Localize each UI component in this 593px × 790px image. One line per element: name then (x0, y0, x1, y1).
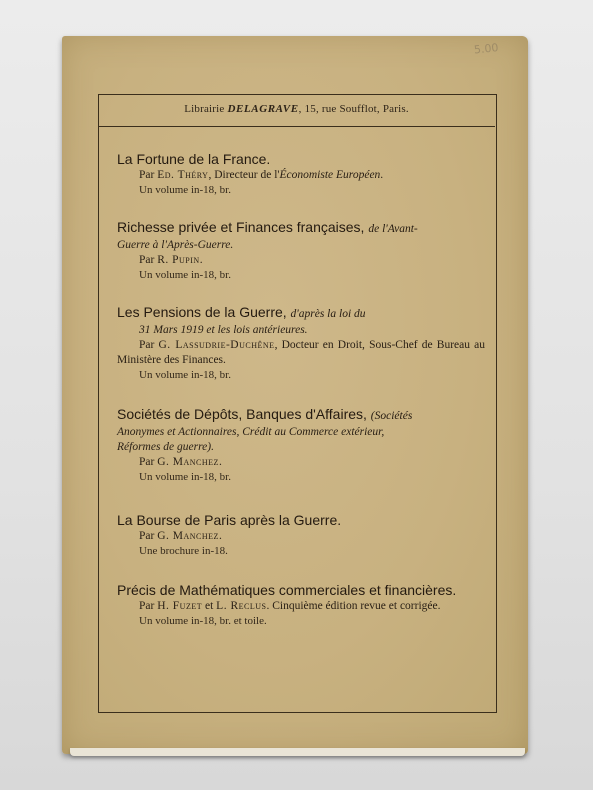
entry-author: H. Fuzet (157, 600, 203, 612)
book-page-edge (70, 748, 525, 756)
entry-title: Sociétés de Dépôts, Banques d'Affaires, (Sociétés (117, 406, 413, 422)
publisher-prefix: Librairie (184, 103, 225, 115)
entry-title: Précis de Mathématiques commerciales et financières. (117, 582, 457, 598)
entry-byline: Par H. Fuzet et L. Reclus. Cinquième édition revue et corrigée. (139, 600, 441, 612)
entry-title: La Bourse de Paris après la Guerre. (117, 512, 342, 528)
entry-subtitle: Anonymes et Actionnaires, Crédit au Commerce extérieur, (117, 426, 385, 438)
book-entry-bourse (117, 511, 485, 559)
entry-format: Un volume in-18, br. et toile. (139, 615, 267, 627)
entry-format: Un volume in-18, br. (139, 369, 231, 381)
entry-format: Un volume in-18, br. (139, 269, 231, 281)
entry-format: Un volume in-18, br. (139, 471, 231, 483)
entry-title: Richesse privée et Finances françaises, de l'Avant- (117, 219, 418, 235)
entry-author: Ed. Théry (157, 169, 209, 181)
entry-author: R. Pupin (157, 254, 200, 266)
entry-format: Une brochure in-18. (139, 545, 228, 557)
entry-byline: Par G. Manchez. (139, 456, 222, 468)
entry-byline: Par R. Pupin. (139, 254, 203, 266)
entry-byline: Par G. Lassudrie-Duchêne, Docteur en Droit, Sous-Chef de Bureau au Ministère des Finances. (117, 339, 486, 366)
entry-subtitle: Réformes de guerre). (117, 441, 214, 453)
entry-subtitle: 31 Mars 1919 et les lois antérieures. (139, 324, 308, 336)
book-entry-societes (117, 405, 485, 485)
book-entry-pensions (117, 303, 485, 383)
book-entry-richesse (117, 218, 485, 283)
entry-author: G. Lassudrie-Duchêne (158, 339, 275, 351)
entry-author: G. Manchez (157, 530, 219, 542)
entry-author-2: L. Reclus (216, 600, 267, 612)
header-divider (98, 126, 495, 127)
entry-byline: Par G. Manchez. (139, 530, 222, 542)
book-entry-fortune (117, 150, 485, 198)
entry-author: G. Manchez (157, 456, 219, 468)
entry-format: Un volume in-18, br. (139, 184, 231, 196)
publisher-brand: DELAGRAVE (227, 103, 299, 115)
entry-title: Les Pensions de la Guerre, d'après la loi du (117, 304, 366, 320)
entry-subtitle: Guerre à l'Après-Guerre. (117, 239, 234, 251)
book-entry-precis (117, 581, 485, 629)
publisher-address: , 15, rue Soufflot, Paris. (298, 103, 409, 115)
entry-title: La Fortune de la France. (117, 151, 271, 167)
entry-byline: Par Ed. Théry, Directeur de l'Économiste Européen. (139, 169, 384, 181)
publisher-header (98, 103, 495, 115)
pencil-price-note: 5.00 (473, 41, 500, 57)
